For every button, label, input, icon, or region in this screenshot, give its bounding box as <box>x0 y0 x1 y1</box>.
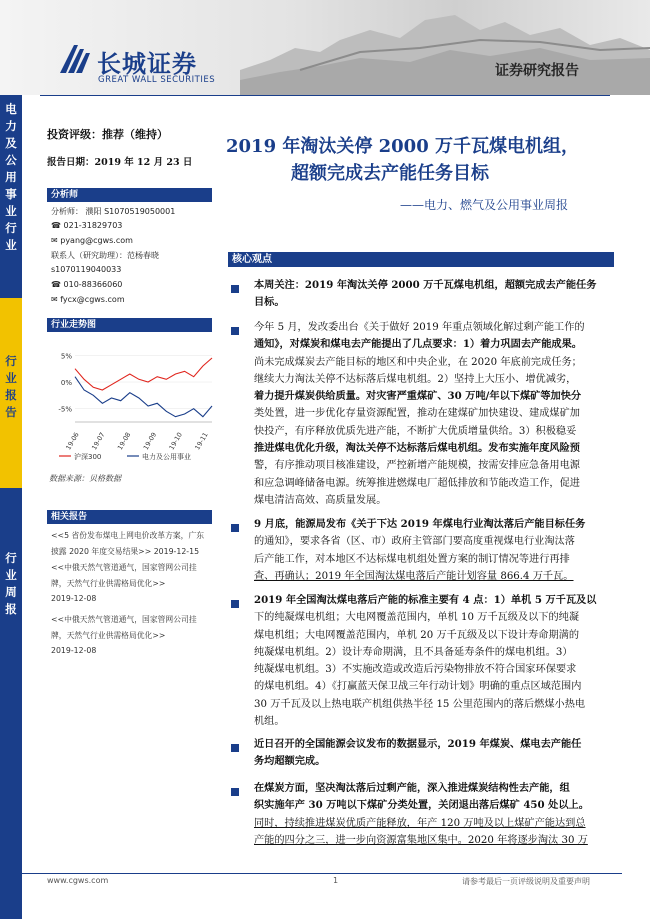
footer-website[interactable]: www.cgws.com <box>47 876 109 885</box>
chart-source: 数据来源：贝格数据 <box>49 474 121 483</box>
contact-phone: ☎ 010-88366060 <box>51 280 123 289</box>
related-report-3-line-1[interactable]: <<中俄天然气管道通气，国家管网公司挂 <box>51 615 197 624</box>
side-tab-industry: 电 力 及 公 用 事 业 行 业 <box>0 101 22 296</box>
related-report-1-line-2[interactable]: 披露 2020 年度交易结果>> 2019-12-15 <box>51 547 200 556</box>
footer-disclaimer: 请参考最后一页评级说明及重要声明 <box>462 877 590 886</box>
legend-label: 电力及公用事业 <box>142 453 191 461</box>
related-report-3-line-2[interactable]: 牌，天然气行业供需格局优化>> <box>51 631 166 640</box>
report-type: 证券研究报告 <box>495 63 579 79</box>
industry-trend-chart <box>47 334 217 464</box>
report-title-line-1: 2019 年淘汰关停 2000 万千瓦煤电机组， <box>226 136 579 157</box>
great-wall-banner-image <box>240 0 650 95</box>
related-reports-header: 相关报告 <box>47 510 212 524</box>
investment-rating: 投资评级：推荐（维持） <box>47 128 168 141</box>
x-tick-label: 19-10 <box>167 431 184 452</box>
related-report-2-line-1[interactable]: <<中俄天然气管道通气，国家管网公司挂 <box>51 563 197 572</box>
bullet-icon <box>231 600 239 608</box>
y-tick-label: 0% <box>60 379 72 387</box>
para-focus: 本周关注：2019 年淘汰关停 2000 万千瓦煤电机组，超额完成去产能任务 目标。 <box>254 279 597 309</box>
bullet-icon <box>231 285 239 293</box>
related-report-2-line-2[interactable]: 牌，天然气行业供需格局优化>> <box>51 579 166 588</box>
report-title-line-2: 超额完成去产能任务目标 <box>291 163 489 184</box>
x-tick-label: 19-07 <box>90 431 107 452</box>
header-divider <box>40 95 610 96</box>
analyst-email[interactable]: ✉ pyang@cgws.com <box>51 236 133 245</box>
contact-name: 联系人（研究助理）：范杨春晓 <box>51 251 159 260</box>
x-tick-label: 19-09 <box>141 431 159 452</box>
series-line-hs300 <box>75 358 212 390</box>
analyst-phone: ☎ 021-31829703 <box>51 221 123 230</box>
related-report-3-date: 2019-12-08 <box>51 646 97 655</box>
report-subtitle: ——电力、燃气及公用事业周报 <box>400 198 569 212</box>
x-tick-label: 19-06 <box>64 431 81 452</box>
company-logo-icon <box>58 41 92 75</box>
para-energy-meeting: 近日召开的全国能源会议发布的数据显示，2019 年煤炭、煤电去产能任 务均超额完成。 <box>254 738 582 768</box>
bullet-icon <box>231 327 239 335</box>
contact-license: s1070119040033 <box>51 265 122 274</box>
analyst-section-header: 分析师 <box>47 188 212 202</box>
related-report-2-date: 2019-12-08 <box>51 594 97 603</box>
series-line-utilities <box>75 377 212 417</box>
bullet-icon <box>231 788 239 796</box>
company-name-english: GREAT WALL SECURITIES <box>98 75 216 85</box>
contact-email[interactable]: ✉ fycx@cgws.com <box>51 295 125 304</box>
bullet-icon <box>231 524 239 532</box>
related-report-1-line-1[interactable]: <<5 省份发布煤电上网电价改革方案，广东 <box>51 531 205 540</box>
footer-divider <box>22 873 622 874</box>
analyst-name: 分析师： 濮阳 S1070519050001 <box>51 207 176 216</box>
side-tab-report-type: 行 业 报 告 <box>0 298 22 488</box>
side-tab-weekly: 行 业 周 报 <box>0 490 22 690</box>
page-number: 1 <box>333 876 339 885</box>
para-nea-notice: 9 月底，能源局发布《关于下达 2019 年煤电行业淘汰落后产能目标任务 的通知》，要求各省（区、市）政府主管部门要高度重视煤电行业淘汰落 后产能工作，对本地区不达标煤电机组处置方案的制订情况等进行再排 查、再确认；2019 年全国淘汰煤电落后产能计划容量 866.4 万千瓦。 <box>254 518 586 582</box>
page-header <box>0 0 650 95</box>
y-tick-label: 5% <box>60 352 72 361</box>
para-standards: 2019 年全国淘汰煤电落后产能的标准主要有 4 点：1）单机 5 万千瓦及以 下的纯凝煤电机组；大电网覆盖范围内，单机 10 万千瓦级及以下的纯凝 煤电机组；大电网覆盖范围内，单机 20 万千瓦级及以下设计寿命期满的 纯凝煤电机组。2）设计寿命期满，且不具备延寿条件的煤电机组。3） 纯凝煤电机组。3）不实施改造或改造后污染物排放不符合国家环保要求 的煤电机组。4）《打赢蓝天保卫战三年行动计划》明确的重点区域范围内 30 万千瓦及以上热电联产机组供热半径 15 公里范围内的落后燃煤小热电 机组。 <box>254 594 597 728</box>
company-name: 长城证券 <box>97 50 197 78</box>
y-tick-label: -5% <box>58 405 72 414</box>
report-date: 报告日期：2019 年 12 月 23 日 <box>47 157 193 168</box>
x-tick-label: 19-11 <box>193 431 210 452</box>
core-views-header: 核心观点 <box>228 252 614 267</box>
legend-label: 沪深300 <box>74 453 102 461</box>
x-tick-label: 19-08 <box>115 431 133 452</box>
bullet-icon <box>231 744 239 752</box>
chart-section-header: 行业走势图 <box>47 318 212 332</box>
para-coal: 在煤炭方面，坚决淘汰落后过剩产能，深入推进煤炭结构性去产能，组 织实施年产 30 万吨以下煤矿分类处置，关闭退出落后煤矿 450 处以上。 同时，持续推进煤炭优质产能释放，年产 120 万吨及以上煤矿产能达到总 产能的四分之三，进一步向资源富集地区集中。2020 年将逐步淘汰 30 万 <box>254 782 589 846</box>
para-ndrc-notice: 今年 5 月，发改委出台《关于做好 2019 年重点领域化解过剩产能工作的 通知》，对煤炭和煤电去产能提出了几点要求：1）着力巩固去产能成果。 尚未完成煤炭去产能目标的地区和中央企业，在 2020 年底前完成任务； 继续大力淘汰关停不达标落后煤电机组。2）坚持上大压小、增优减劣， 着力提升煤炭供给质量。对灾害严重煤矿、30 万吨/年以下煤矿等加快分 类处置，进一步优化存量资源配置，推动在建煤矿加快建设、建成煤矿加 快投产，有序释放优质先进产能，不断扩大优质增量供给。3）积极稳妥 推进煤电优化升级，淘汰关停不达标落后煤电机组。发布实施年度风险预 警，有序推动项目核准建设，严控新增产能规模，按需安排应急备用电源 和应急调峰储备电源。统筹推进燃煤电厂超低排放和节能改造工作，促进 煤电清洁高效、高质量发展。 <box>254 322 585 506</box>
